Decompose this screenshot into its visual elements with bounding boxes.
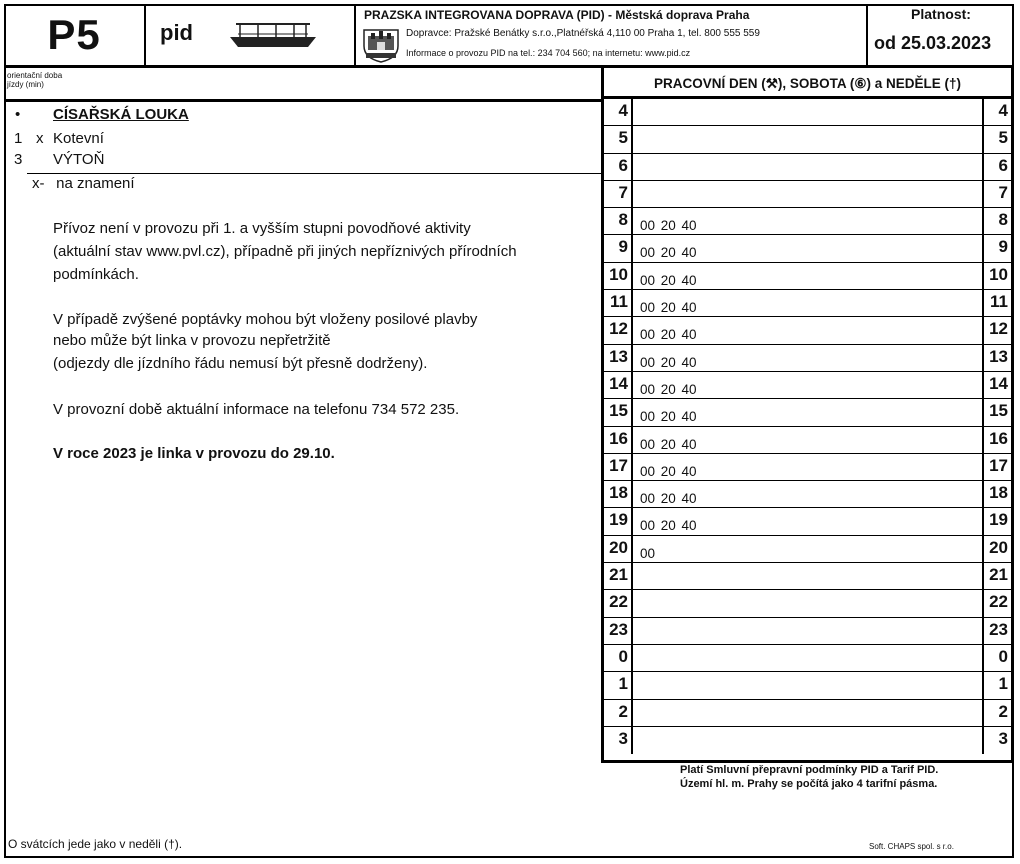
line-number: P5: [47, 10, 101, 58]
legend-row: [32, 175, 135, 192]
org-title: PRAZSKA INTEGROVANA DOPRAVA (PID) - Městská doprava Praha: [364, 8, 750, 22]
departure-minutes: 00 20 40: [640, 327, 697, 343]
hour-row: [604, 99, 1011, 126]
hour-row: [604, 154, 1011, 181]
departure-minutes: 00 20 40: [640, 463, 697, 479]
validity-date: od 25.03.2023: [874, 33, 992, 53]
divider: [4, 99, 602, 102]
departure-minutes: 00 20 40: [640, 518, 697, 534]
note-line: V případě zvýšené poptávky mohou být vloženy posilové plavby: [53, 311, 478, 328]
ferry-icon: [228, 14, 318, 54]
hour-label: 9: [982, 235, 1011, 261]
hour-label: 22: [982, 590, 1011, 616]
note-line: Přívoz není v provozu při 1. a vyšším stupni povodňové aktivity: [53, 220, 471, 237]
hour-label: 9: [604, 235, 633, 261]
hour-row: [604, 290, 1011, 317]
pid-brand: pid: [160, 20, 193, 45]
hour-label: 1: [604, 672, 633, 698]
hour-label: 8: [982, 208, 1011, 234]
stop-time: 1: [14, 130, 23, 147]
hour-row: [604, 700, 1011, 727]
hour-label: 13: [604, 345, 633, 371]
hour-label: 0: [604, 645, 633, 671]
stop-name: Kotevní: [53, 130, 104, 147]
hour-label: 21: [604, 563, 633, 589]
hour-label: 13: [982, 345, 1011, 371]
note-line: V provozní době aktuální informace na telefonu 734 572 235.: [53, 401, 460, 418]
prague-emblem-icon: [360, 24, 402, 64]
header: [4, 4, 1014, 68]
hour-label: 10: [982, 263, 1011, 289]
note-line: podmínkách.: [53, 266, 139, 283]
hour-label: 10: [604, 263, 633, 289]
departure-minutes: 00: [640, 545, 656, 561]
departure-minutes: 00 20 40: [640, 272, 697, 288]
holiday-note: O svátcích jede jako v neděli (†).: [8, 837, 183, 851]
departure-minutes: 00 20 40: [640, 409, 697, 425]
hour-label: 6: [982, 154, 1011, 180]
hour-row: [604, 126, 1011, 153]
stop-time: •: [15, 106, 21, 123]
travel-time-label: [7, 71, 107, 89]
hour-row: [604, 727, 1011, 754]
hour-row: [604, 399, 1011, 426]
stop-name: VÝTOŇ: [53, 151, 105, 168]
departure-minutes: 00 20 40: [640, 491, 697, 507]
hour-label: 19: [604, 508, 633, 534]
hour-label: 15: [604, 399, 633, 425]
hour-label: 17: [982, 454, 1011, 480]
hour-row: [604, 672, 1011, 699]
hour-label: 22: [604, 590, 633, 616]
note-line: (aktuální stav www.pvl.cz), případně při jiných nepříznivých přírodních: [53, 243, 517, 260]
timetable-header: PRACOVNÍ DEN (⚒), SOBOTA (⑥) a NEDĚLE (†): [604, 68, 1011, 99]
hour-label: 6: [604, 154, 633, 180]
hour-label: 16: [982, 427, 1011, 453]
validity-label: Platnost:: [911, 6, 971, 22]
hour-label: 3: [982, 727, 1011, 754]
hour-label: 5: [604, 126, 633, 152]
stop-flag: x: [36, 130, 44, 147]
hour-row: [604, 263, 1011, 290]
hour-label: 2: [604, 700, 633, 726]
hour-row: [604, 563, 1011, 590]
hour-label: 11: [982, 290, 1011, 316]
hour-label: 8: [604, 208, 633, 234]
hour-label: 14: [982, 372, 1011, 398]
note-season-end: V roce 2023 je linka v provozu do 29.10.: [53, 445, 335, 462]
travel-time-label-line: orientační doba: [7, 71, 63, 80]
hour-label: 18: [604, 481, 633, 507]
tariff-line: Území hl. m. Prahy se počítá jako 4 tarifní pásma.: [680, 778, 938, 790]
note-line: nebo může být linka v provozu nepřetržitě: [53, 332, 331, 349]
info-cell: [356, 4, 868, 65]
hour-label: 15: [982, 399, 1011, 425]
hour-label: 4: [982, 99, 1011, 125]
stop-name: CÍSAŘSKÁ LOUKA: [53, 106, 189, 123]
departure-minutes: 00 20 40: [640, 218, 697, 234]
hour-row: [604, 181, 1011, 208]
hour-row: [604, 536, 1011, 563]
hour-row: [604, 235, 1011, 262]
line-cell: [4, 4, 146, 65]
hour-row: [604, 590, 1011, 617]
hour-label: 16: [604, 427, 633, 453]
timetable-body: [604, 99, 1011, 754]
hour-label: 0: [982, 645, 1011, 671]
info-line: Informace o provozu PID na tel.: 234 704 560; na internetu: www.pid.cz: [406, 48, 691, 58]
departure-minutes: 00 20 40: [640, 245, 697, 261]
hour-row: [604, 618, 1011, 645]
timetable: [601, 68, 1014, 763]
travel-time-label-line: jízdy (min): [7, 80, 44, 89]
hour-row: [604, 427, 1011, 454]
note-line: (odjezdy dle jízdního řádu nemusí být přesně dodrženy).: [53, 355, 428, 372]
hour-label: 12: [982, 317, 1011, 343]
hour-label: 4: [604, 99, 633, 125]
hour-label: 7: [604, 181, 633, 207]
departure-minutes: 00 20 40: [640, 354, 697, 370]
hour-row: [604, 372, 1011, 399]
hour-label: 23: [604, 618, 633, 644]
hour-label: 21: [982, 563, 1011, 589]
hour-label: 1: [982, 672, 1011, 698]
hour-label: 14: [604, 372, 633, 398]
hour-row: [604, 645, 1011, 672]
legend-text: na znamení: [56, 175, 135, 192]
hour-row: [604, 317, 1011, 344]
hour-label: 19: [982, 508, 1011, 534]
hour-row: [604, 208, 1011, 235]
mode-cell: [146, 4, 356, 65]
stop-time: 3: [14, 151, 23, 168]
hour-label: 20: [604, 536, 633, 562]
hour-label: 3: [604, 727, 633, 754]
hour-label: 17: [604, 454, 633, 480]
hour-row: [604, 481, 1011, 508]
tariff-note: [610, 763, 1020, 791]
validity-cell: [868, 4, 1014, 65]
tariff-line: Platí Smluvní přepravní podmínky PID a Tarif PID.: [680, 764, 939, 776]
hour-label: 2: [982, 700, 1011, 726]
hour-label: 5: [982, 126, 1011, 152]
hour-row: [604, 454, 1011, 481]
operator-line: Dopravce: Pražské Benátky s.r.o.,Platnéřská 4,110 00 Praha 1, tel. 800 555 559: [406, 28, 760, 39]
hour-label: 20: [982, 536, 1011, 562]
divider: [27, 173, 602, 174]
hour-row: [604, 345, 1011, 372]
software-note: Soft. CHAPS spol. s r.o.: [869, 842, 954, 851]
departure-minutes: 00 20 40: [640, 436, 697, 452]
departure-minutes: 00 20 40: [640, 300, 697, 316]
legend-key: x-: [32, 175, 45, 192]
hour-label: 7: [982, 181, 1011, 207]
hour-label: 23: [982, 618, 1011, 644]
hour-row: [604, 508, 1011, 535]
departure-minutes: 00 20 40: [640, 381, 697, 397]
hour-label: 12: [604, 317, 633, 343]
hour-label: 18: [982, 481, 1011, 507]
hour-label: 11: [604, 290, 633, 316]
